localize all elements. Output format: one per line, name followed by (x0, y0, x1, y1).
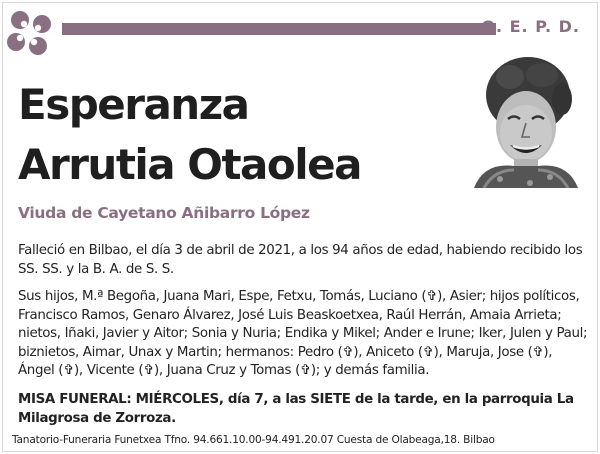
qepd-label: Q. E. P. D. (481, 17, 580, 36)
deceased-surnames: Arrutia Otaolea (18, 140, 361, 189)
funeral-home-footer: Tanatorio-Funeraria Funetxea Tfno. 94.661.10.00-94.491.20.07 Cuesta de Olabeaga,18. Bilbao (12, 434, 495, 446)
funeral-mass: MISA FUNERAL: MIÉRCOLES, día 7, a las SIETE de la tarde, en la parroquia La Milagrosa de Zorroza. (18, 392, 574, 426)
deceased-first-name: Esperanza (18, 80, 249, 129)
header-bar (62, 23, 496, 35)
family-list: Sus hijos, M.ª Begoña, Juana Mari, Espe, Fetxu, Tomás, Luciano (✞), Asier; hijos políticos, Francisco Ramos, Genaro Álvarez, José Luis Beaskoetxea, Raúl Herrán, Amaia Arrieta; nietos, Iñaki, Javier y Aitor; Sonia y Nuria; Endika y Mikel; Ander e Irune; Iker, Julen y Paul; biznietos, Aimar, Unax y Martin; hermanos: Pedro (✞), Aniceto (✞), Maruja, Jose (✞), Ángel (✞), Vicente (✞), Juana Cruz y Tomas (✞); y demás familia. (18, 289, 588, 379)
widow-of-line: Viuda de Cayetano Añibarro López (18, 204, 310, 222)
death-notice: Falleció en Bilbao, el día 3 de abril de 2021, a los 94 años de edad, habiendo recibido los SS. SS. y la B. A. de S. S. (18, 243, 583, 277)
portrait-photo (470, 55, 582, 188)
lauburu-icon (4, 8, 54, 58)
